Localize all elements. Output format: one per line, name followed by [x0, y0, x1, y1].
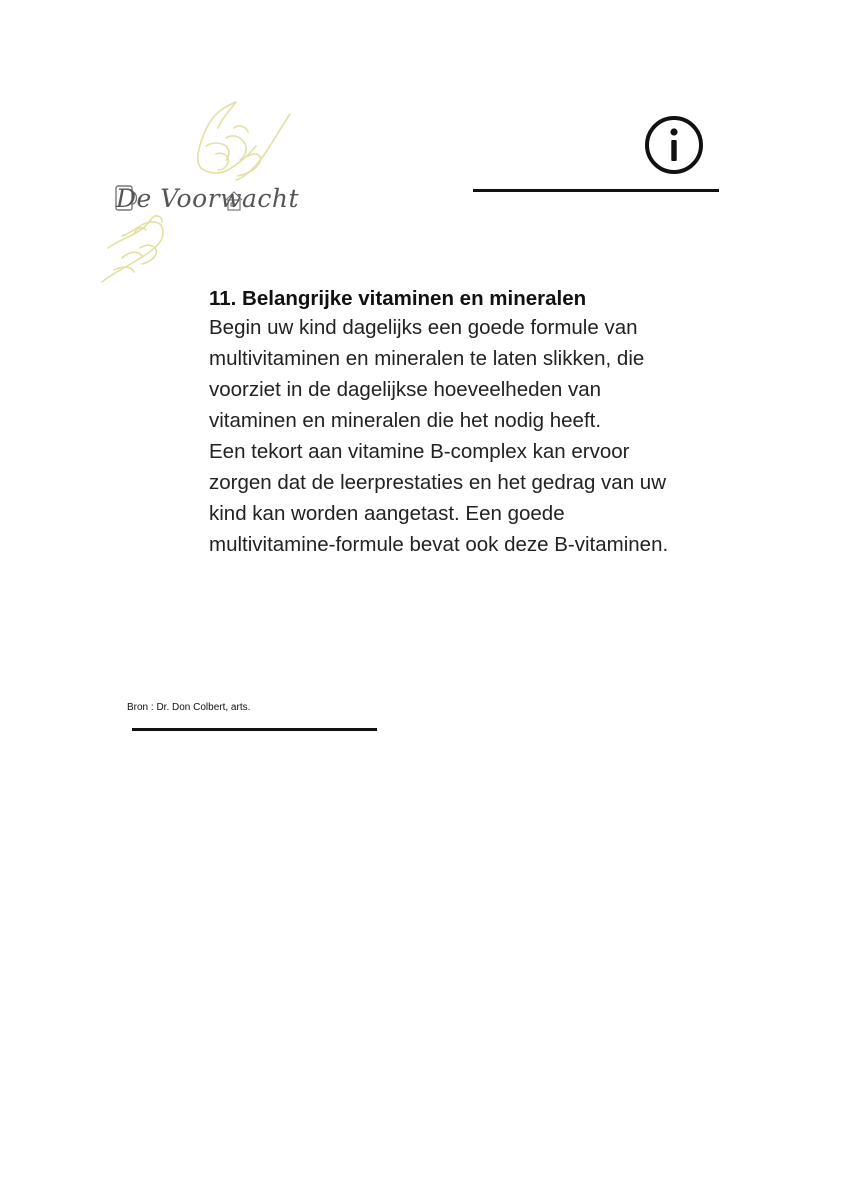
body-line: kind kan worden aangetast. Een goede	[209, 502, 565, 525]
body-line: zorgen dat de leerprestaties en het gedrag van uw	[209, 471, 666, 494]
body-line: Een tekort aan vitamine B-complex kan ervoor	[209, 440, 630, 463]
article-heading: 11. Belangrijke vitaminen en mineralen	[209, 287, 587, 310]
body-line: Begin uw kind dagelijks een goede formule van	[209, 316, 638, 339]
body-line: voorziet in de dagelijkse hoeveelheden van	[209, 378, 602, 401]
footer-divider	[132, 728, 377, 731]
body-line: multivitamine-formule bevat ook deze B-vitaminen.	[209, 533, 669, 556]
logo-text: De Voorwacht	[116, 184, 300, 213]
article-body	[209, 312, 769, 560]
header-divider	[473, 189, 719, 192]
body-line: vitaminen en mineralen die het nodig heeft.	[209, 409, 602, 432]
article	[209, 286, 769, 560]
logo	[98, 98, 298, 288]
info-icon	[644, 115, 704, 175]
source-citation: Bron : Dr. Don Colbert, arts.	[127, 702, 251, 713]
body-line: multivitaminen en mineralen te laten slikken, die	[209, 347, 645, 370]
